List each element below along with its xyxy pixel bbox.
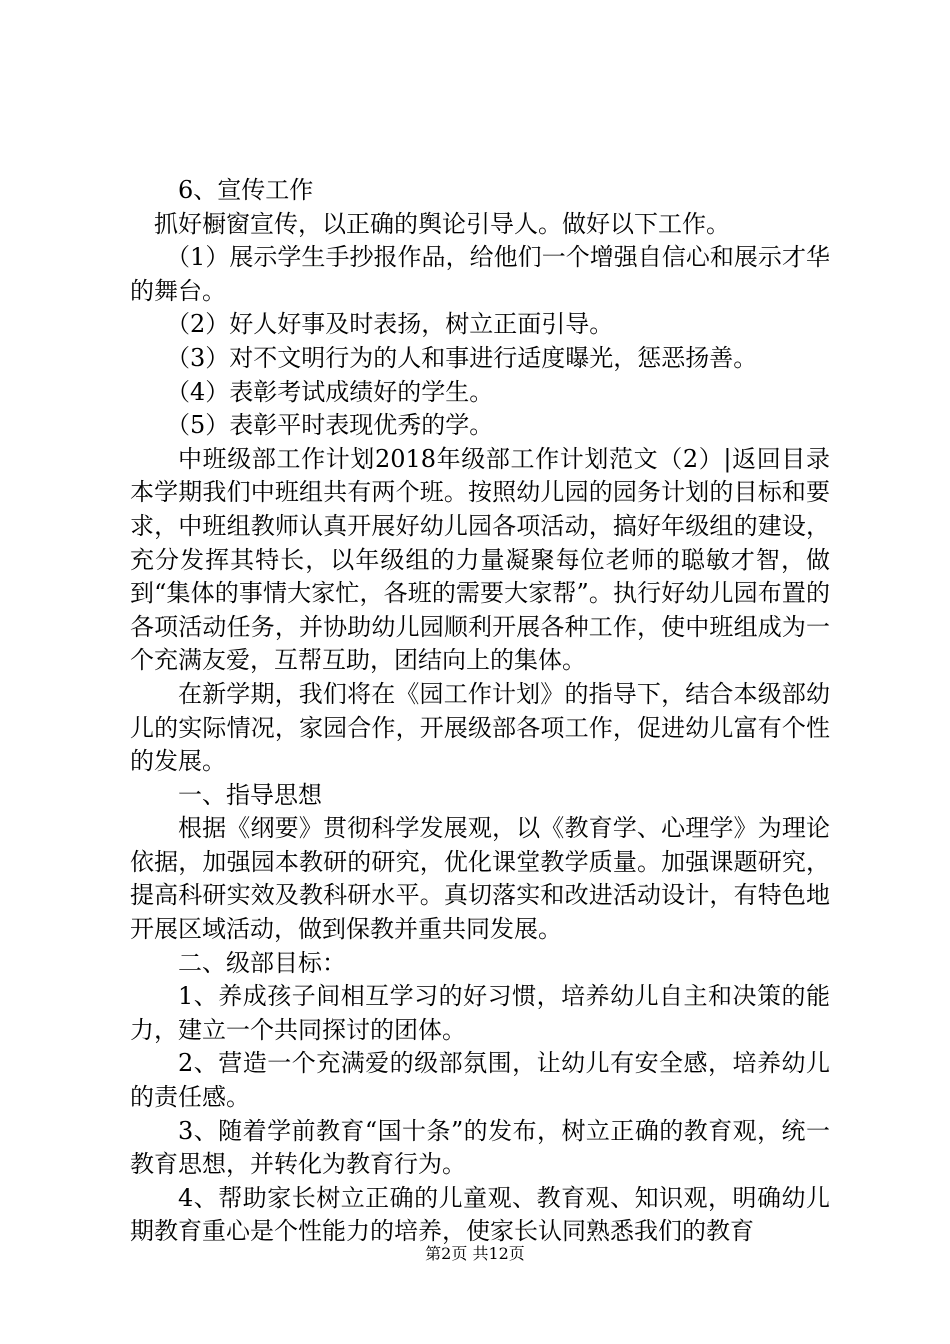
- paragraph: 抓好橱窗宣传，以正确的舆论引导人。做好以下工作。: [154, 209, 730, 238]
- list-item: （3）对不文明行为的人和事进行适度曝光，惩恶扬善。: [166, 343, 758, 372]
- list-item: （1）展示学生手抄报作品，给他们一个增强自信心和展示才华的舞台。: [130, 243, 830, 305]
- paragraph: 在新学期，我们将在《园工作计划》的指导下，结合本级部幼儿的实际情况，家园合作，开展级部各项工作，促进幼儿富有个性的发展。: [130, 679, 830, 776]
- section-heading: 一、指导思想: [178, 780, 322, 809]
- list-item: 3、随着学前教育“国十条”的发布，树立正确的教育观，统一教育思想，并转化为教育行为。: [130, 1116, 830, 1179]
- section-heading-publicity: 6、宣传工作: [178, 176, 314, 204]
- page-footer: [0, 1244, 950, 1264]
- list-item: 1、养成孩子间相互学习的好习惯，培养幼儿自主和决策的能力，建立一个共同探讨的团体。: [130, 982, 830, 1044]
- paragraph: 根据《纲要》贯彻科学发展观，以《教育学、心理学》为理论依据，加强园本教研的研究，优化课堂教学质量。加强课题研究，提高科研实效及教科研水平。真切落实和改进活动设计，有特色地开展区域活动，做到保教并重共同发展。: [130, 814, 830, 944]
- page-number: 第2页 共12页: [425, 1244, 525, 1263]
- list-item: （2）好人好事及时表扬，树立正面引导。: [166, 310, 614, 339]
- document-body: [130, 174, 830, 1249]
- paragraph: 中班级部工作计划2018年级部工作计划范文（2）|返回目录本学期我们中班组共有两个班。按照幼儿园的园务计划的目标和要求，中班组教师认真开展好幼儿园各项活动，搞好年级组的建设，充分发挥其特长，以年级组的力量凝聚每位老师的聪敏才智，做到“集体的事情大家忙，各班的需要大家帮”。执行好幼儿园布置的各项活动任务，并协助幼儿园顺利开展各种工作，使中班组成为一个充满友爱，互帮互助，团结向上的集体。: [130, 444, 830, 675]
- list-item: （4）表彰考试成绩好的学生。: [166, 377, 494, 406]
- list-item: 4、帮助家长树立正确的儿童观、教育观、知识观，明确幼儿期教育重心是个性能力的培养，使家长认同熟悉我们的教育: [130, 1183, 830, 1246]
- list-item: （5）表彰平时表现优秀的学。: [166, 411, 494, 440]
- section-heading: 二、级部目标：: [178, 948, 346, 977]
- list-item: 2、营造一个充满爱的级部氛围，让幼儿有安全感，培养幼儿的责任感。: [130, 1049, 830, 1112]
